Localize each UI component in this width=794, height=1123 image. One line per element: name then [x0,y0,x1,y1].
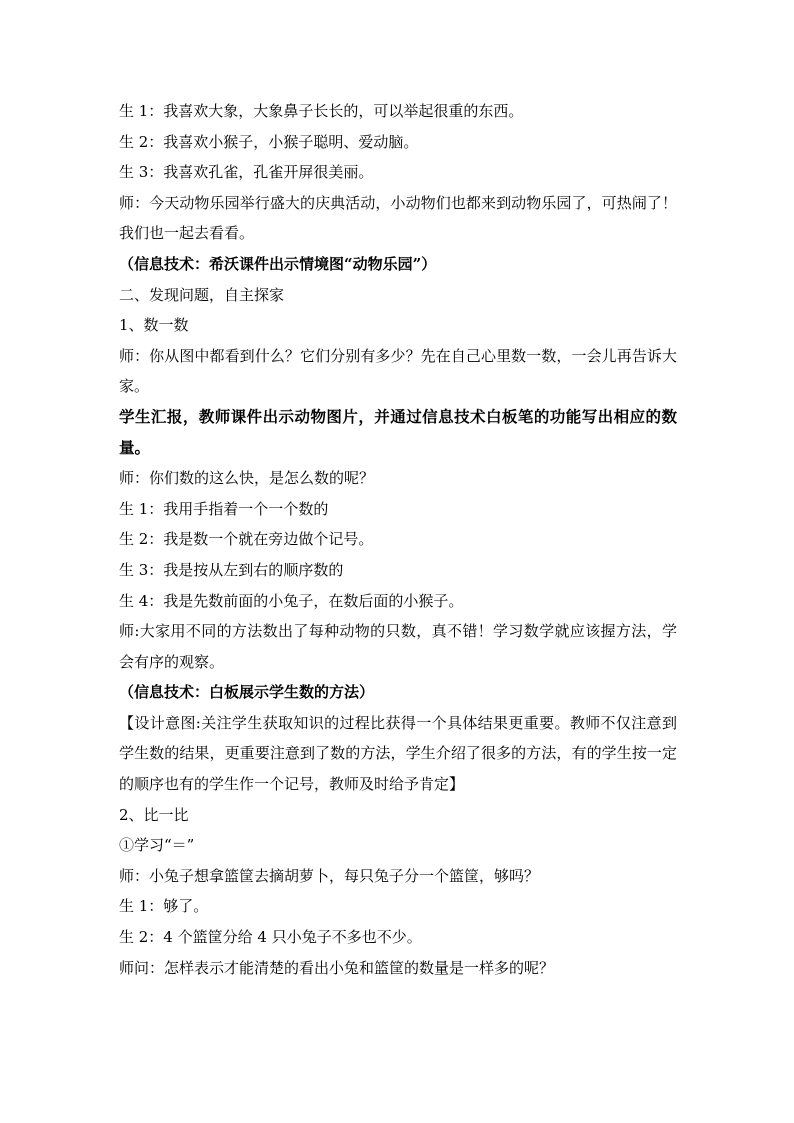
dialogue-line: 生 1：我用手指着一个一个数的 [119,499,329,518]
dialogue-line: 生 1：够了。 [119,897,209,916]
dialogue-line: 师：你们数的这么快，是怎么数的呢？ [119,469,375,488]
dialogue-line: 生 3：我喜欢孔雀，孔雀开屏很美丽。 [119,163,374,182]
dialogue-line: 生 2：我是数一个就在旁边做个记号。 [119,530,374,549]
dialogue-line: 生 1：我喜欢大象，大象鼻子长长的，可以举起很重的东西。 [119,102,524,120]
dialogue-line: 生 2：4 个篮筐分给 4 只小兔子不多也不少。 [119,928,422,947]
teacher-paragraph: 师：你从图中都看到什么？它们分别有多少？先在自己心里数一数，一会儿再告诉大家。 [119,346,677,396]
section-heading: 二、发现问题，自主探家 [119,285,285,304]
teacher-paragraph: 师:大家用不同的方法数出了每种动物的只数，真不错！学习数学就应该握方法，学会有序的观察。 [119,622,677,671]
dialogue-line: 师问：怎样表示才能清楚的看出小兔和篮筐的数量是一样多的呢？ [119,958,555,977]
dialogue-line: 生 4：我是先数前面的小兔子，在数后面的小猴子。 [119,591,464,610]
teacher-paragraph: 师：今天动物乐园举行盛大的庆典活动，小动物们也都来到动物乐园了，可热闹了！我们也一起去看看。 [119,193,677,243]
tech-note: （信息技术：希沃课件出示情境图“动物乐园”） [119,254,437,273]
subsection-heading: ①学习“＝” [119,836,195,855]
bold-paragraph: 学生汇报，教师课件出示动物图片，并通过信息技术白板笔的功能写出相应的数量。 [119,406,677,457]
design-intent-paragraph: 【设计意图:关注学生获取知识的过程比获得一个具体结果更重要。教师不仅注意到学生数的结果，更重要注意到了数的方法，学生介绍了很多的方法，有的学生按一定的顺序也有的学生作一个记号，教师及时给予肯定】 [119,713,677,794]
dialogue-line: 师：小兔子想拿篮筐去摘胡萝卜，每只兔子分一个篮筐，够吗？ [119,866,540,885]
subsection-heading: 1、数一数 [119,316,189,335]
tech-note: （信息技术：白板展示学生数的方法） [119,683,375,702]
subsection-heading: 2、比一比 [119,805,189,824]
document-page [119,96,677,983]
dialogue-line: 生 2：我喜欢小猴子，小猴子聪明、爱动脑。 [119,132,419,151]
dialogue-line: 生 3：我是按从左到右的顺序数的 [119,560,344,579]
